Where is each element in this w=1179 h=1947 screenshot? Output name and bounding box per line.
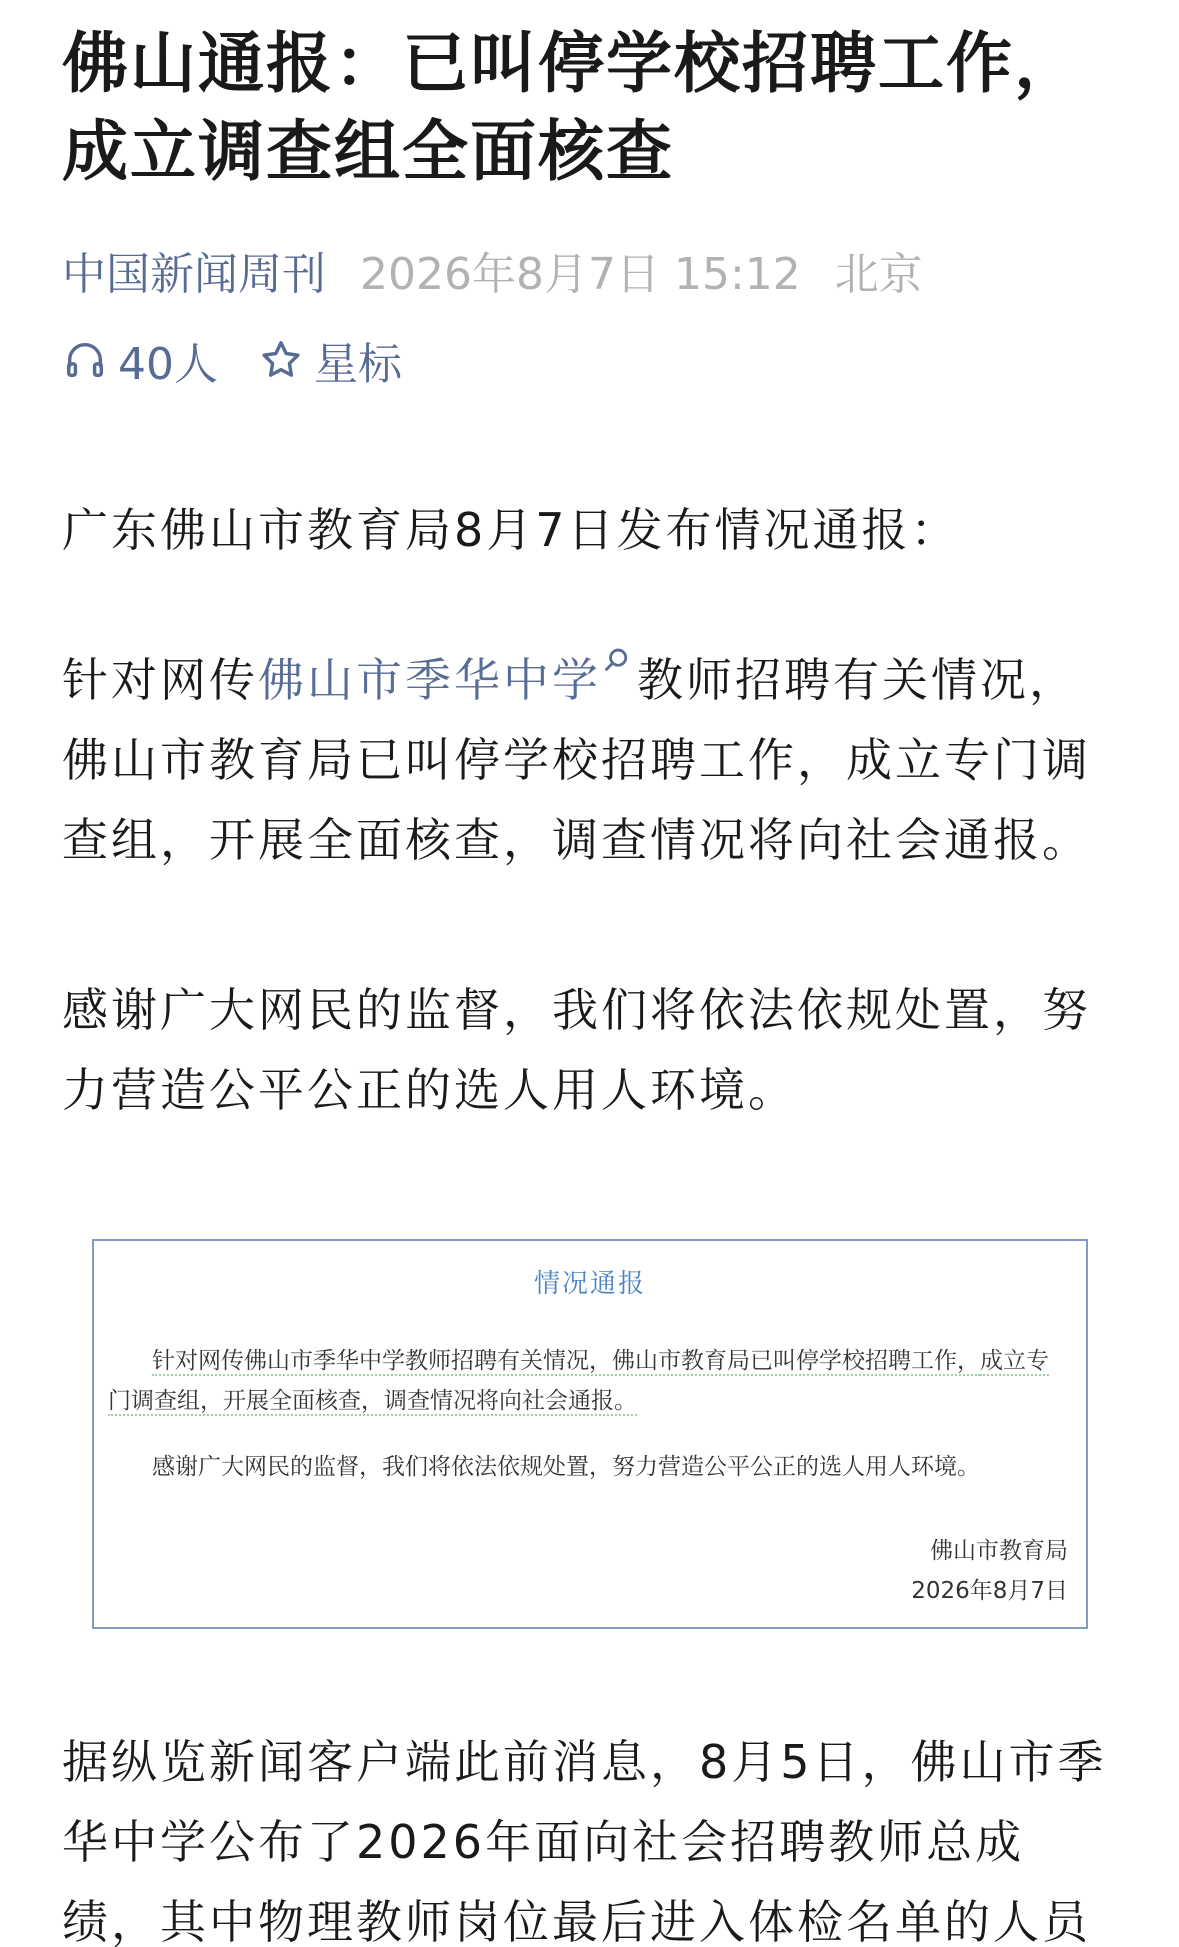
search-keyword-link[interactable]: 佛山市季华中学	[258, 653, 601, 707]
publish-datetime: 2026年8月7日 15:12	[360, 249, 801, 300]
headphones-icon	[62, 337, 108, 383]
notice-body-line1: 针对网传佛山市季华中学教师招聘有关情况，佛山市教育局已叫停学校招聘工作，	[152, 1348, 980, 1374]
paragraph-notice-prefix: 针对网传	[62, 653, 258, 707]
notice-image[interactable]	[92, 1239, 1088, 1629]
notice-thanks: 感谢广大网民的监督，我们将依法依规处置，努力营造公平公正的选人用人环境。	[152, 1454, 980, 1480]
publish-location: 北京	[834, 249, 923, 300]
paragraph-background: 据纵览新闻客户端此前消息，8月5日，佛山市季华中学公布了2026年面向社会招聘教师总成绩，其中物理教师岗位最后进入体检名单的人员	[62, 1735, 1107, 1947]
article-meta	[62, 240, 923, 300]
notice-date: 2026年8月7日	[911, 1578, 1068, 1604]
source-account-link[interactable]: 中国新闻周刊	[62, 249, 326, 300]
listen-button[interactable]	[62, 328, 218, 392]
paragraph-intro: 广东佛山市教育局8月7日发布情况通报：	[62, 503, 960, 557]
article-actions	[62, 330, 402, 390]
notice-signature: 佛山市教育局	[930, 1538, 1068, 1564]
search-icon[interactable]	[603, 646, 631, 674]
notice-body-line2: 成立专门调查组，开展全面核查，调查情况将向社会通报。	[108, 1348, 1049, 1414]
paragraph-notice-suffix: 教师招聘有关情况，佛山市教育局已叫停学校招聘工作，成立专门调查组，开展全面核查，调查情况将向社会通报。	[62, 653, 1091, 867]
paragraph-notice	[62, 640, 1122, 880]
paragraph-thanks: 感谢广大网民的监督，我们将依法依规处置，努力营造公平公正的选人用人环境。	[62, 983, 1091, 1117]
notice-body	[108, 1341, 1070, 1421]
star-outline-icon	[258, 337, 304, 383]
star-label: 星标	[314, 339, 402, 390]
listen-count: 40人	[118, 339, 218, 390]
article-title: 佛山通报：已叫停学校招聘工作，成立调查组全面核查	[62, 25, 1082, 190]
notice-signature-block	[911, 1531, 1068, 1611]
notice-heading: 情况通报	[533, 1269, 646, 1299]
star-button[interactable]	[258, 328, 402, 392]
